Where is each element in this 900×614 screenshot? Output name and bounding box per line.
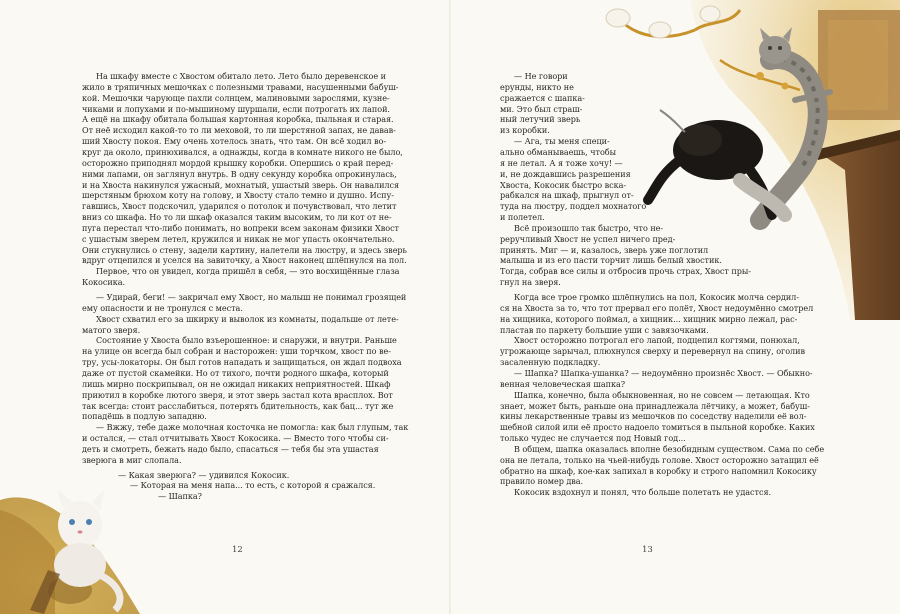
text-line: — Не говори (514, 71, 568, 81)
text-line: ший Хвосту покоя. Ему очень хотелось знать, что там. Он всё ходил во- (82, 136, 387, 147)
text-line: ся на Хвоста за то, что тот прервал его полёт, Хвост недоумённо смотрел (500, 302, 814, 313)
text-line: Они стукнулись о стену, задели картину, налетели на люстру, и здесь зверь (82, 244, 407, 255)
page-number-right: 13 (642, 545, 653, 555)
text-line: из коробки. (500, 125, 550, 136)
text-line: жило в тряпичных мешочках с полезными травами, насушенными бабуш- (82, 81, 399, 92)
text-line: лишь мирно поскрипывал, он не ожидал никаких неприятностей. Шкаф (82, 378, 391, 389)
text-line: Кокосик вздохнул и понял, что больше полетать не удастся. (514, 487, 772, 498)
text-line: кины лекарственные травы из мешочков по соседству наделили её вол- (500, 411, 807, 422)
text-line: круг да около, принюхивался, а однажды, когда в комнате никого не было, (82, 146, 403, 157)
text-line: вниз со шкафа. Но то ли шкаф оказался таким высоким, то ли кот от не- (82, 212, 392, 223)
text-line: я не летал. А я тоже хочу! — (500, 157, 623, 168)
text-line: реручливый Хвост не успел ничего пред- (500, 233, 676, 244)
text-line: Хвост осторожно потрогал его лапой, подцепил когтями, понюхал, (514, 335, 800, 346)
text-line: — Шапка? Шапка-ушанка? — недоумённо произнёс Хвост. — Обыкно- (514, 367, 813, 378)
text-line: на хищника, которого поймал, а хищник... хищник мирно лежал, рас- (500, 313, 798, 324)
text-line: и, не дождавшись разрешения (500, 168, 631, 179)
text-line: знает, может быть, раньше она принадлежала лётчику, а может, бабуш- (500, 400, 810, 411)
text-line: Шапка, конечно, была обыкновенная, но не совсем — летающая. Кто (514, 389, 810, 400)
text-line: приютил в коробке лютого зверя, и этот зверь застал кота врасплох. Вот (82, 389, 393, 400)
text-line: Состояние у Хвоста было взъерошенное: и снаружи, и внутри. Раньше (96, 335, 397, 346)
text-line: ально обманываешь, чтобы (500, 146, 616, 157)
text-line: зверюга в миг слопала. (82, 454, 182, 465)
text-line: пуга перестал что-либо понимать, но вопреки всем законам физики Хвост (82, 222, 399, 233)
text-line: — Вжжу, тебе даже молочная косточка не помогла: как был глупым, так (96, 422, 409, 433)
text-line: А ещё на шкафу обитала большая картонная коробка, пыльная и старая. (82, 114, 394, 125)
page-number-left: 12 (232, 545, 243, 555)
text-line: так всегда: стоит расслабиться, потерять бдительность, как бац... тут же (82, 400, 394, 411)
text-line: — Шапка? (158, 491, 202, 502)
text-line: угрожающе зарычал, плюхнулся сверху и перевернул на спину, оголив (500, 346, 805, 357)
text-line: ный летучий зверь (500, 114, 581, 125)
text-line: кой. Мешочки чарующе пахли солнцем, малиновыми зарослями, кузне- (82, 92, 390, 103)
text-line: даже от пустой скамейки. Но от тихого, почти родного шкафа, который (82, 367, 389, 378)
text-line: На шкафу вместе с Хвостом обитало лето. Лето было деревенское и (96, 71, 386, 81)
text-line: гнул на зверя. (500, 277, 561, 288)
text-line: гавшись, Хвост подскочил, ударился о потолок и почувствовал, что летит (82, 201, 397, 212)
text-line: — Которая на меня напа... то есть, с которой я сражался. (130, 480, 376, 491)
text-line: чиками и лопухами и по-мышиному шуршали, если потрогать их лапой. (82, 103, 390, 114)
text-line: она не летала, только на чьей-нибудь голове. Хвост осторожно затащил её (500, 454, 819, 465)
text-line: вдруг отцепился и уселся на завиточку, а Хвост наконец шлёпнулся на пол. (82, 255, 407, 266)
text-line: сражается с шапка- (500, 92, 585, 103)
text-line: и остался, — стал отчитывать Хвост Кокосика. — Вместо того чтобы си- (82, 433, 389, 444)
text-line: — Ага, ты меня специ- (514, 136, 610, 147)
text-line: Хвост схватил его за шкирку и выволок из комнаты, подальше от лете- (96, 313, 399, 324)
text-line: Тогда, собрав все силы и отбросив прочь страх, Хвост пры- (500, 266, 751, 277)
text-line: с ушастым зверем летел, кружился и никак не мог упасть окончательно. (82, 233, 395, 244)
white-cat-illustration (0, 470, 140, 614)
text-line: От неё исходил какой-то то ли меховой, то ли шерстяной запах, не давав- (82, 125, 396, 136)
text-line: правило номер два. (500, 476, 584, 487)
text-line: и полетел. (500, 212, 545, 223)
text-line: обратно на шкаф, кое-как запихал в коробку и строго напомнил Кокосику (500, 465, 817, 476)
text-line: ему опасности и не тронулся с места. (82, 302, 243, 313)
text-line: малыша и из его пасти торчит лишь белый хвостик. (500, 255, 722, 266)
text-line: пластав по паркету большие уши с завязочками. (500, 324, 709, 335)
text-line: рабкался на шкаф, прыгнул от- (500, 190, 634, 201)
text-line: В общем, шапка оказалась вполне безобидным существом. Сама по себе (514, 443, 825, 454)
text-line: на улице он всегда был собран и насторожен: уши торчком, хвост по ве- (82, 346, 391, 357)
text-line: тру, усы-локаторы. Он был готов нападать и защищаться, он ждал подвоха (82, 357, 402, 368)
text-line: попадёшь в подлую западню. (82, 411, 207, 422)
text-line: ми. Это был страш- (500, 103, 583, 114)
text-line: шерстяным брюхом коту на голову, и Хвосту стало темно и душно. Испу- (82, 190, 394, 201)
text-line: Когда все трое громко шлёпнулись на пол, Кокосик молча сердил- (514, 292, 799, 302)
text-line: засаленную подкладку. (500, 357, 601, 368)
text-line: ерунды, никто не (500, 81, 574, 92)
text-line: деть и смотреть, бежать надо было, спасаться — тебя бы эта ушастая (82, 443, 379, 454)
text-line: принять. Миг — и, казалось, зверь уже поглотил (500, 244, 709, 255)
text-line: ними лапами, он заглянул внутрь. В одну секунду коробка опрокинулась, (82, 168, 397, 179)
text-line: и на Хвоста накинулся ужасный, мохнатый, ушастый зверь. Он навалился (82, 179, 400, 190)
right-page (450, 0, 900, 614)
text-line: Всё произошло так быстро, что не- (514, 222, 664, 233)
text-line: — Какая зверюга? — удивился Кокосик. (118, 469, 290, 480)
text-line: осторожно приподнял мордой крышку коробки. Опершись о край перед- (82, 157, 394, 168)
text-line: матого зверя. (82, 324, 141, 335)
text-line: венная человеческая шапка? (500, 378, 626, 389)
text-line: Первое, что он увидел, когда пришёл в себя, — это восхищённые глаза (96, 266, 400, 277)
text-line: шебной силой или её просто надоело томиться в пыльной коробке. Каких (500, 422, 815, 433)
text-line: Хвоста, Кокосик быстро вска- (500, 179, 627, 190)
text-line: — Удирай, беги! — закричал ему Хвост, но малыш не понимал грозящей (96, 292, 407, 302)
text-line: Кокосика. (82, 277, 126, 288)
text-line: туда на люстру, поддел мохнатого (500, 201, 647, 212)
text-line: только чудес не случается под Новый год... (500, 433, 686, 444)
